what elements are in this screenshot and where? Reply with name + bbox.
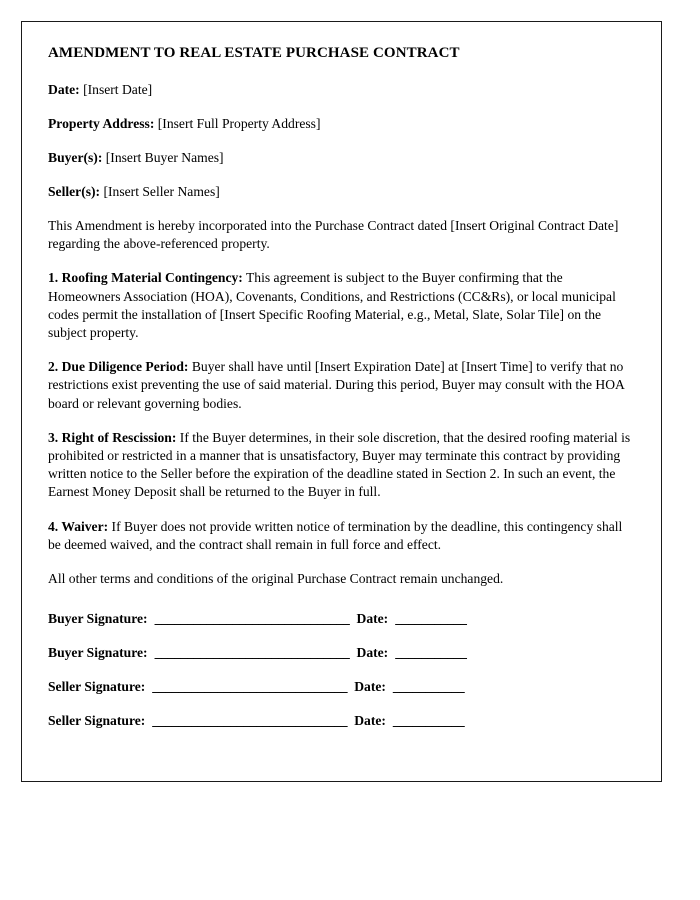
section-1-heading: 1. Roofing Material Contingency: [48, 270, 243, 286]
field-property-address-label: Property Address: [48, 116, 155, 131]
field-date [48, 81, 637, 99]
signature-line[interactable]: ______________________________ [154, 611, 350, 627]
section-3-heading: 3. Right of Rescission: [48, 429, 177, 445]
page-title: AMENDMENT TO REAL ESTATE PURCHASE CONTRACT [48, 45, 460, 61]
field-sellers [48, 183, 637, 201]
date-label: Date: [356, 645, 389, 661]
section-4-heading: 4. Waiver: [48, 518, 109, 534]
section-1 [48, 269, 637, 342]
section-2 [48, 358, 637, 413]
date-label: Date: [354, 713, 386, 729]
section-3 [48, 429, 637, 502]
date-line[interactable]: ___________ [395, 645, 467, 661]
signature-label: Buyer Signature: [48, 645, 148, 661]
field-buyers-label: Buyer(s): [48, 150, 103, 165]
field-property-address-value: [Insert Full Property Address] [157, 116, 321, 131]
signature-row-seller-1 [48, 678, 637, 696]
signature-line[interactable]: ______________________________ [152, 713, 348, 729]
field-date-value: [Insert Date] [83, 82, 153, 97]
signature-label: Seller Signature: [48, 713, 146, 729]
signature-row-buyer-2 [48, 644, 637, 662]
signature-row-buyer-1 [48, 610, 637, 628]
date-label: Date: [354, 679, 386, 695]
field-sellers-label: Seller(s): [48, 184, 101, 199]
field-buyers [48, 149, 637, 167]
signature-line[interactable]: ______________________________ [152, 679, 348, 695]
date-line[interactable]: ___________ [395, 611, 467, 627]
field-buyers-value: [Insert Buyer Names] [105, 150, 224, 165]
document-content [48, 44, 637, 746]
intro-paragraph: This Amendment is hereby incorporated into the Purchase Contract dated [Insert Original Contract Date] regarding the above-referenced property. [48, 218, 619, 252]
date-line[interactable]: ___________ [392, 713, 465, 729]
signature-label: Seller Signature: [48, 679, 146, 695]
field-property-address [48, 115, 637, 133]
signature-label: Buyer Signature: [48, 611, 148, 627]
section-1-body: This agreement is subject to the Buyer confirming that the Homeowners Association (HOA), Covenants, Conditions, and Restrictions (CC&Rs), or local municipal codes permit the installation of [Insert Specific Roofing Material, e.g., Metal, Slate, Solar Tile] on the subject property. [48, 270, 616, 341]
section-2-body: Buyer shall have until [Insert Expiration Date] at [Insert Time] to verify that no restrictions exist preventing the use of said material. During this period, Buyer may consult with the HOA board or relevant governing bodies. [48, 359, 625, 411]
section-2-heading: 2. Due Diligence Period: [48, 359, 189, 375]
date-label: Date: [356, 611, 389, 627]
field-sellers-value: [Insert Seller Names] [103, 184, 220, 199]
signature-row-seller-2 [48, 712, 637, 730]
field-date-label: Date: [48, 82, 80, 97]
signature-line[interactable]: ______________________________ [154, 645, 350, 661]
section-3-body: If the Buyer determines, in their sole discretion, that the desired roofing material is prohibited or restricted in a manner that is unsatisfactory, Buyer may terminate this contract by providing written notice to the Seller before the expiration of the deadline stated in Section 2. In such an event, the Earnest Money Deposit shall be returned to the Buyer in full. [48, 429, 631, 500]
date-line[interactable]: ___________ [392, 679, 465, 695]
section-4-body: If Buyer does not provide written notice of termination by the deadline, this contingency shall be deemed waived, and the contract shall remain in full force and effect. [48, 518, 623, 552]
closing-paragraph: All other terms and conditions of the original Purchase Contract remain unchanged. [48, 571, 504, 587]
signature-block [48, 610, 637, 730]
section-4 [48, 518, 637, 554]
document-page [21, 21, 662, 782]
